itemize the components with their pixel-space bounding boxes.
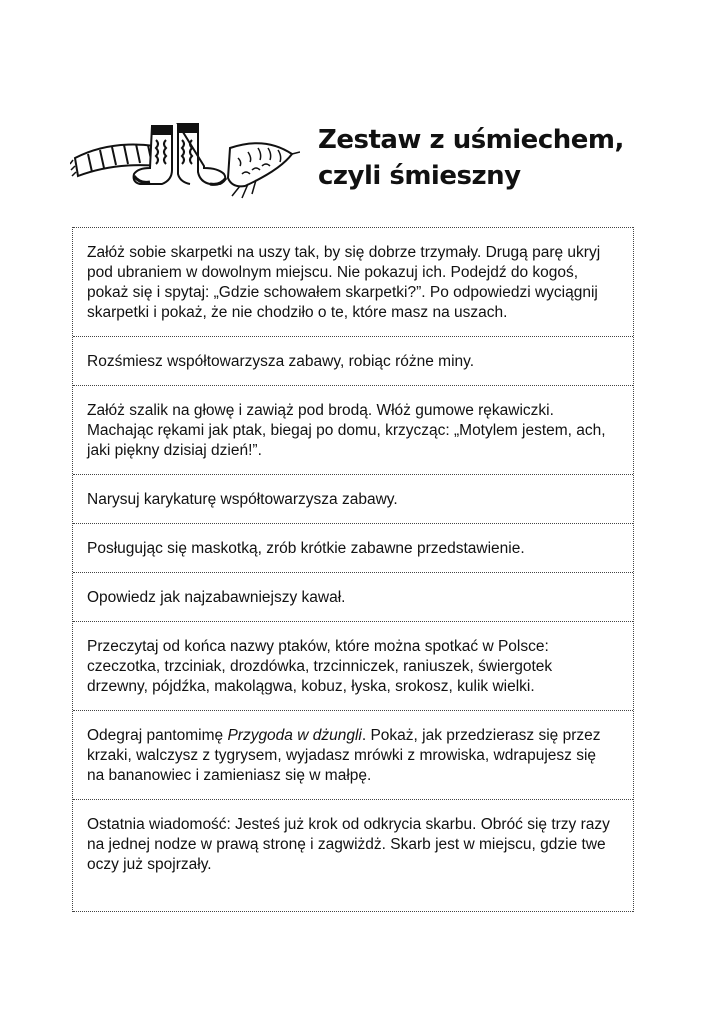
task-card: Narysuj karykaturę współtowarzysza zabawy. [73, 474, 633, 523]
task-card: Ostatnia wiadomość: Jesteś już krok od odkrycia skarbu. Obróć się trzy razy na jednej nodze w prawą stronę i zagwiżdż. Skarb jest w miejscu, gdzie twe oczy już spojrzały. [73, 799, 633, 912]
task-card [73, 710, 633, 799]
header [0, 0, 724, 220]
task-card: Rozśmiesz współtowarzysza zabawy, robiąc różne miny. [73, 336, 633, 385]
task-text: . Pokaż, jak przedzierasz się przez krzaki, walczysz z tygrysem, wyjadasz mrówki z mrowiska, wdrapujesz się na bananowiec i zamieniasz się w małpę. [87, 727, 601, 784]
task-card: Załóż sobie skarpetki na uszy tak, by się dobrze trzymały. Drugą parę ukryj pod ubraniem w dowolnym miejscu. Nie pokazuj ich. Podejdź do kogoś, pokaż się i spytaj: „Gdzie schowałem skarpetki?”. Po odpowiedzi wyciągnij skarpetki i pokaż, że nie chodziło o te, które masz na uszach. [73, 227, 633, 336]
task-card: Załóż szalik na głowę i zawiąż pod brodą. Włóż gumowe rękawiczki. Machając rękami jak ptak, biegaj po domu, krzycząc: „Motylem jestem, ach, jaki piękny dzisiaj dzień!”. [73, 385, 633, 474]
page-title [318, 122, 624, 194]
socks-and-scarf-icon [70, 118, 300, 200]
task-card: Posługując się maskotką, zrób krótkie zabawne przedstawienie. [73, 523, 633, 572]
title-line-1: Zestaw z uśmiechem, [318, 125, 624, 155]
task-card: Opowiedz jak najzabawniejszy kawał. [73, 572, 633, 621]
task-card: Przeczytaj od końca nazwy ptaków, które można spotkać w Polsce: czeczotka, trzciniak, drozdówka, trzcinniczek, raniuszek, świergotek drzewny, pójdźka, makolągwa, kobuz, łyska, srokosz, kulik wielki. [73, 621, 633, 710]
task-cards [72, 227, 634, 912]
title-line-2: czyli śmieszny [318, 161, 521, 191]
task-title-italic: Przygoda w dżungli [227, 727, 362, 744]
task-text: Odegraj pantomimę [87, 727, 228, 744]
